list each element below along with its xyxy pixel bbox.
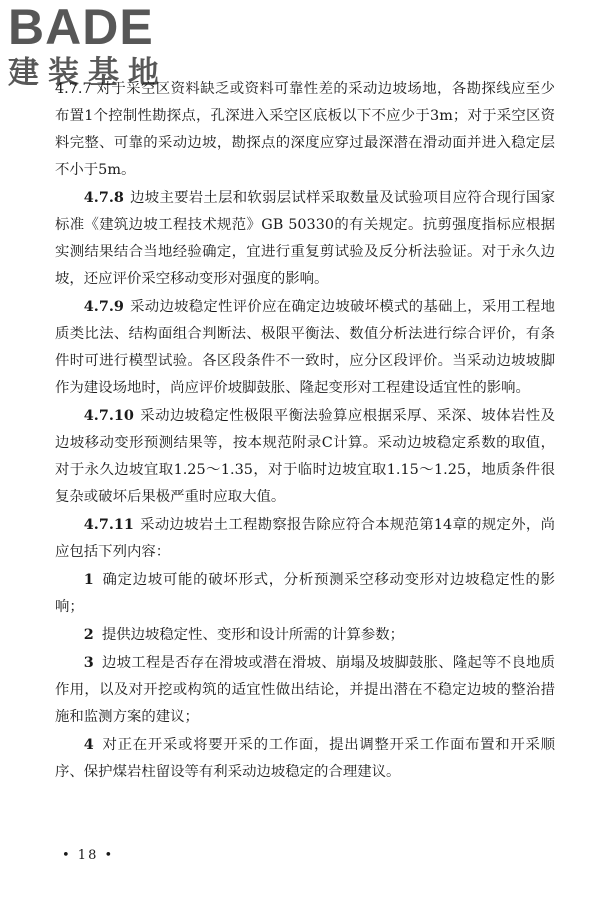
item-number: 3	[83, 654, 94, 671]
clause-number: 4.7.10	[83, 407, 134, 424]
item-text: 确定边坡可能的破坏形式，分析预测采空移动变形对边坡稳定性的影响；	[55, 572, 555, 615]
item-text: 边坡工程是否存在滑坡或潜在滑坡、崩塌及坡脚鼓胀、隆起等不良地质作用，以及对开挖或构筑的适宜性做出结论，并提出潜在不稳定边坡的整治措施和监测方案的建议；	[55, 655, 555, 725]
item-text: 对正在开采或将要开采的工作面，提出调整开采工作面布置和开采顺序、保护煤岩柱留设等有利采动边坡稳定的合理建议。	[55, 737, 555, 780]
clause-text: 采动边坡稳定性极限平衡法验算应根据采厚、采深、坡体岩性及边坡移动变形预测结果等，按本规范附录C计算。采动边坡稳定系数的取值，对于永久边坡宜取1.25～1.35，对于临时边坡宜取1.15～1.25，地质条件很复杂或破坏后果极严重时应取大值。	[55, 408, 555, 505]
watermark-brand: BADE	[8, 0, 154, 55]
item-number: 1	[83, 571, 94, 588]
list-item-3	[55, 649, 555, 731]
item-number: 4	[83, 736, 94, 753]
item-text: 提供边坡稳定性、变形和设计所需的计算参数；	[101, 627, 405, 643]
clause-4-7-11	[55, 511, 555, 566]
item-number: 2	[83, 626, 94, 643]
clause-4-7-9	[55, 293, 555, 402]
page-number: • 18 •	[62, 848, 115, 863]
clause-text: 4.7.7 对于采空区资料缺乏或资料可靠性差的采动边坡场地，各勘探线应至少布置1个控制性勘探点，孔深进入采空区底板以下不应少于3m；对于采空区资料完整、可靠的采动边坡，勘探点的深度应穿过最深潜在滑动面并进入稳定层不小于5m。	[55, 81, 555, 178]
clause-number: 4.7.8	[83, 189, 124, 206]
list-item-1	[55, 566, 555, 621]
clause-number: 4.7.11	[83, 516, 134, 533]
clause-4-7-7	[55, 76, 555, 184]
clause-number: 4.7.9	[83, 298, 124, 315]
clause-text: 边坡主要岩土层和软弱层试样采取数量及试验项目应符合现行国家标准《建筑边坡工程技术规范》GB 50330的有关规定。抗剪强度指标应根据实测结果结合当地经验确定，宜进行重复剪试验及反分析法验证。对于永久边坡，还应评价采空移动变形对强度的影响。	[55, 190, 555, 287]
list-item-4	[55, 731, 555, 786]
list-item-2	[55, 621, 555, 649]
clause-text: 采动边坡稳定性评价应在确定边坡破坏模式的基础上，采用工程地质类比法、结构面组合判断法、极限平衡法、数值分析法进行综合评价，有条件时可进行模型试验。各区段条件不一致时，应分区段评价。当采动边坡坡脚作为建设场地时，尚应评价坡脚鼓胀、隆起变形对工程建设适宜性的影响。	[55, 299, 555, 396]
clause-4-7-8	[55, 184, 555, 293]
watermark-subtitle: 建装基地	[8, 55, 168, 91]
document-body	[55, 76, 555, 786]
clause-4-7-10	[55, 402, 555, 511]
clause-text: 采动边坡岩土工程勘察报告除应符合本规范第14章的规定外，尚应包括下列内容：	[55, 517, 555, 560]
